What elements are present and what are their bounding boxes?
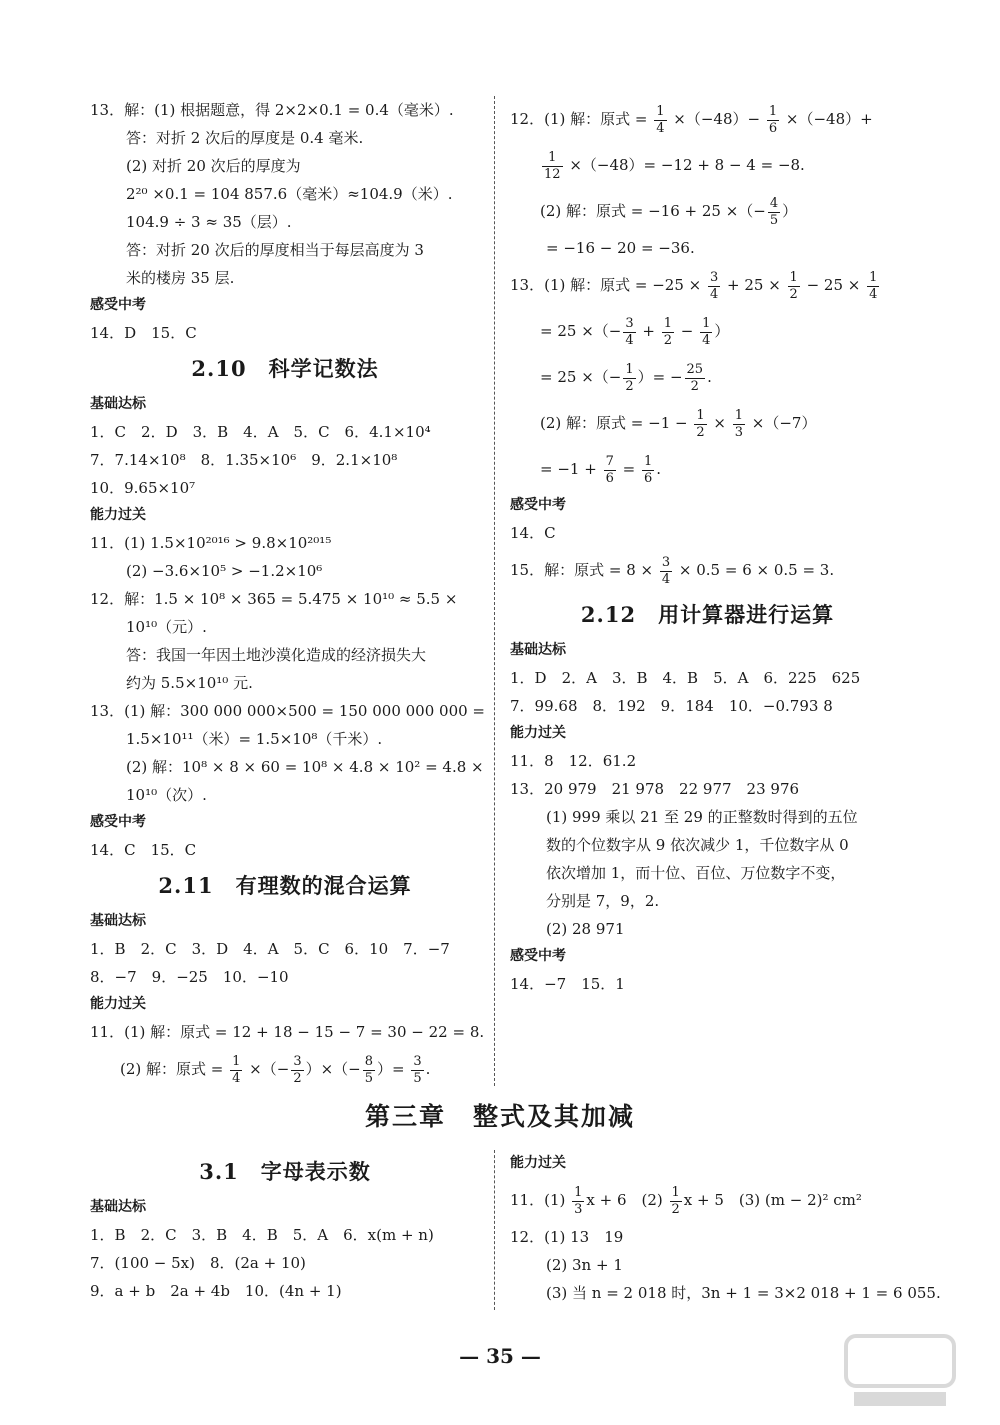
answer-text [510, 156, 540, 174]
answer-line: 7．99.68 8．192 9．184 10．−0.793 8 [510, 697, 833, 715]
answer-line: 10¹⁰（次）. [126, 786, 207, 804]
answer-line: 8．−7 9．−25 10．−10 [90, 968, 289, 986]
answer-line: (3) 当 n = 2 018 时，3n + 1 = 3×2 018 + 1 = 6 055. [546, 1284, 941, 1302]
answer-text: . [656, 460, 662, 478]
numerator: 3 [661, 554, 671, 570]
answer-text: ×（−7） [747, 414, 817, 432]
subsection-label: 基础达标 [90, 396, 146, 412]
answer-line: 约为 5.5×10¹⁰ 元. [126, 674, 253, 692]
answer-line: 13．20 979 21 978 22 977 23 976 [510, 780, 800, 798]
denominator: 2 [789, 286, 798, 302]
answer-line-fraction [510, 142, 905, 188]
answer-line: 104.9 ÷ 3 ≈ 35（层）. [126, 213, 292, 231]
answer-text: x + 5 (3) (m − 2)² cm² [683, 1191, 862, 1209]
numerator: 1 [734, 407, 744, 423]
answer-line-fraction [510, 96, 905, 142]
numerator: 1 [663, 315, 673, 331]
numerator: 1 [696, 407, 705, 423]
fraction [867, 270, 879, 303]
subsection-label: 能力过关 [510, 1155, 566, 1171]
answer-text: ）= − [637, 368, 683, 386]
answer-text: 13．(1) 解：原式 = −25 × [510, 276, 706, 294]
chapter-title: 第三章 整式及其加减 [364, 1102, 635, 1131]
numerator: 3 [625, 315, 634, 331]
numerator: 1 [869, 269, 878, 285]
answer-line: 依次增加 1，而十位、百位、万位数字不变， [546, 864, 846, 882]
answer-text: − 25 × [801, 276, 866, 294]
answer-line: (1) 999 乘以 21 至 29 的正整数时得到的五位 [546, 808, 858, 826]
answer-text: ）= [377, 1060, 410, 1078]
answer-line: 12．(1) 13 19 [510, 1228, 624, 1246]
subsection-label: 基础达标 [90, 913, 146, 929]
denominator: 2 [690, 378, 699, 394]
answer-text: = 25 ×（− [510, 368, 622, 386]
answer-line: 7．(100 − 5x) 8．(2a + 10) [90, 1254, 306, 1272]
left-column [90, 96, 485, 1092]
fraction [411, 1054, 423, 1087]
answer-text: (2) 解：原式 = −1 − [510, 414, 693, 432]
section-heading: 3.1 字母表示数 [199, 1159, 371, 1184]
answer-line: 13．解：(1) 根据题意，得 2×2×0.1 = 0.4（毫米）. [90, 101, 454, 119]
answer-text: + [637, 322, 660, 340]
fraction [694, 408, 706, 441]
answer-text: ）×（− [305, 1060, 361, 1078]
answer-line: 1．C 2．D 3．B 4．A 5．C 6．4.1×10⁴ [90, 423, 431, 441]
subsection-label: 基础达标 [510, 642, 566, 658]
denominator: 6 [768, 120, 778, 136]
answer-line: 7．7.14×10⁸ 8．1.35×10⁶ 9．2.1×10⁸ [90, 451, 398, 469]
answer-line: 9．a + b 2a + 4b 10．(4n + 1) [90, 1282, 342, 1300]
denominator: 4 [232, 1070, 241, 1086]
answer-text: x + 6 (2) [586, 1191, 668, 1209]
answer-line: (2) 3n + 1 [546, 1256, 623, 1274]
numerator: 1 [789, 269, 798, 285]
subsection-label: 感受中考 [510, 497, 566, 513]
denominator: 5 [364, 1070, 374, 1086]
answer-line: 13．(1) 解：300 000 000×500 = 150 000 000 000 = [90, 702, 485, 720]
answer-line: 14．C [510, 524, 556, 542]
answer-line: 10¹⁰（元）. [126, 618, 207, 636]
answer-text: × [708, 414, 731, 432]
watermark-logo [840, 1330, 960, 1410]
answer-line-fraction [510, 1177, 930, 1223]
numerator: 1 [232, 1053, 241, 1069]
numerator: 1 [702, 315, 711, 331]
answer-line: 14．C 15．C [90, 841, 197, 859]
fraction [670, 1185, 682, 1218]
fraction [623, 362, 635, 395]
answer-text: ×（−48）− [668, 110, 765, 128]
denominator: 2 [293, 1070, 302, 1086]
denominator: 5 [413, 1070, 422, 1086]
fraction [572, 1185, 584, 1218]
answer-text: (2) 解：原式 = [90, 1060, 229, 1078]
answer-line: 14．−7 15．1 [510, 975, 625, 993]
fraction [642, 454, 654, 487]
answer-line-fraction [90, 1046, 480, 1092]
answer-line-fraction [510, 547, 905, 593]
answer-text: 12．(1) 解：原式 = [510, 110, 653, 128]
answer-line: = −16 − 20 = −36. [546, 239, 695, 257]
section-heading: 2.11 有理数的混合运算 [158, 873, 412, 898]
subsection-label: 能力过关 [90, 507, 146, 523]
numerator: 1 [643, 453, 653, 469]
denominator: 4 [625, 332, 634, 348]
subsection-label: 感受中考 [90, 297, 146, 313]
answer-line-fraction [510, 262, 905, 308]
denominator: 4 [656, 120, 665, 136]
answer-text: . [425, 1060, 431, 1078]
section-heading: 2.12 用计算器进行运算 [580, 602, 835, 627]
denominator: 2 [696, 424, 705, 440]
numerator: 1 [574, 1184, 583, 1200]
answer-line-fraction [510, 308, 905, 354]
numerator: 1 [656, 103, 665, 119]
fraction [291, 1054, 303, 1087]
numerator: 3 [293, 1053, 302, 1069]
bottom-right-column [510, 1150, 941, 1307]
answer-text: + 25 × [722, 276, 786, 294]
numerator: 1 [625, 361, 634, 377]
answer-text: ×（−48）+ [781, 110, 873, 128]
fraction [700, 316, 712, 349]
denominator: 6 [605, 470, 614, 486]
answer-line: (2) −3.6×10⁵ > −1.2×10⁶ [126, 562, 323, 580]
denominator: 2 [625, 378, 634, 394]
fraction [662, 316, 674, 349]
denominator: 12 [544, 166, 561, 182]
denominator: 4 [702, 332, 711, 348]
numerator: 1 [542, 150, 563, 167]
subsection-label: 能力过关 [510, 725, 566, 741]
answer-text: 11．(1) [510, 1191, 571, 1209]
answer-line: 1．D 2．A 3．B 4．B 5．A 6．225 625 [510, 669, 861, 687]
column-divider-bottom [494, 1150, 495, 1310]
answer-line: 答：对折 20 次后的厚度相当于每层高度为 3 [126, 241, 424, 259]
numerator: 3 [709, 269, 719, 285]
subsection-label: 感受中考 [90, 814, 146, 830]
answer-line-fraction [510, 188, 905, 234]
answer-line: (2) 28 971 [546, 920, 625, 938]
answer-line-fraction [510, 354, 905, 400]
answer-text: ） [714, 322, 730, 340]
answer-line-fraction [510, 400, 905, 446]
answer-text: = [617, 460, 640, 478]
numerator: 1 [768, 103, 778, 119]
answer-line: 12．解：1.5 × 10⁸ × 365 = 5.475 × 10¹⁰ ≈ 5.5 × [90, 590, 458, 608]
answer-text: = −1 + [510, 460, 602, 478]
answer-text: 15．解：原式 = 8 × [510, 561, 658, 579]
numerator: 8 [364, 1053, 374, 1069]
denominator: 4 [709, 286, 719, 302]
denominator: 3 [574, 1201, 583, 1217]
fraction [768, 196, 780, 229]
numerator: 7 [605, 453, 614, 469]
subsection-label: 感受中考 [510, 948, 566, 964]
answer-line: 10．9.65×10⁷ [90, 479, 196, 497]
answer-line: 2²⁰ ×0.1 = 104 857.6（毫米）≈104.9（米）. [126, 185, 453, 203]
answer-line: 1．B 2．C 3．D 4．A 5．C 6．10 7．−7 [90, 940, 450, 958]
numerator: 25 [686, 361, 704, 377]
answer-line: 11．(1) 1.5×10²⁰¹⁶ > 9.8×10²⁰¹⁵ [90, 534, 332, 552]
answer-line: 14．D 15．C [90, 324, 197, 342]
answer-line: 答：我国一年因土地沙漠化造成的经济损失大 [126, 646, 427, 664]
numerator: 4 [769, 195, 779, 211]
answer-text: ×（− [244, 1060, 290, 1078]
answer-line: 1．B 2．C 3．B 4．B 5．A 6．x(m + n) [90, 1226, 434, 1244]
answer-line: (2) 对折 20 次后的厚度为 [126, 157, 301, 175]
fraction [363, 1054, 375, 1087]
answer-text: ） [782, 202, 798, 220]
answer-line: 分别是 7，9，2. [546, 892, 660, 910]
fraction [623, 316, 635, 349]
fraction [788, 270, 800, 303]
denominator: 5 [769, 212, 779, 228]
answer-line: (2) 解：10⁸ × 8 × 60 = 10⁸ × 4.8 × 10² = 4.8 × [126, 758, 484, 776]
answer-text: ×（−48）= −12 + 8 − 4 = −8. [564, 156, 805, 174]
answer-text: (2) 解：原式 = −16 + 25 ×（− [510, 202, 766, 220]
answer-text: = 25 ×（− [510, 322, 622, 340]
answer-line: 11．8 12．61.2 [510, 752, 637, 770]
numerator: 1 [671, 1184, 680, 1200]
page-number: — 35 — [459, 1344, 541, 1368]
answer-text: − [676, 322, 699, 340]
denominator: 3 [734, 424, 744, 440]
fraction [230, 1054, 242, 1087]
right-column [510, 96, 905, 998]
subsection-label: 基础达标 [90, 1199, 146, 1215]
fraction [708, 270, 720, 303]
fraction [542, 150, 563, 183]
answer-line: 答：对折 2 次后的厚度是 0.4 毫米. [126, 129, 364, 147]
denominator: 2 [663, 332, 673, 348]
answer-line-fraction [510, 446, 905, 492]
column-divider-top [494, 96, 495, 1086]
denominator: 6 [643, 470, 653, 486]
fraction [660, 555, 672, 588]
subsection-label: 能力过关 [90, 996, 146, 1012]
fraction [654, 104, 666, 137]
answer-text: . [707, 368, 712, 386]
answer-text: × 0.5 = 6 × 0.5 = 3. [674, 561, 835, 579]
denominator: 2 [671, 1201, 680, 1217]
fraction [767, 104, 779, 137]
answer-line: 1.5×10¹¹（米）= 1.5×10⁸（千米）. [126, 730, 383, 748]
denominator: 4 [869, 286, 878, 302]
denominator: 4 [661, 571, 671, 587]
numerator: 3 [413, 1053, 422, 1069]
fraction [685, 362, 706, 395]
fraction [733, 408, 745, 441]
bottom-left-column [90, 1150, 480, 1305]
fraction [604, 454, 616, 487]
answer-line: 数的个位数字从 9 依次减少 1，千位数字从 0 [546, 836, 849, 854]
answer-line: 米的楼房 35 层. [126, 269, 235, 287]
section-heading: 2.10 科学记数法 [191, 356, 379, 381]
answer-line: 11．(1) 解：原式 = 12 + 18 − 15 − 7 = 30 − 22 = 8. [90, 1023, 485, 1041]
